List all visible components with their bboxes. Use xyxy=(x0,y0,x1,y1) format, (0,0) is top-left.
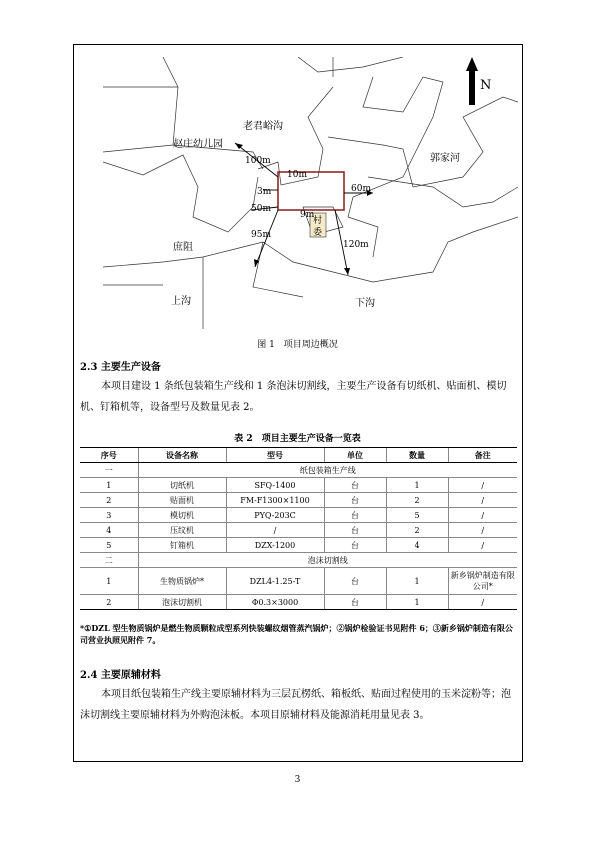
table-cell: 贴面机 xyxy=(138,493,226,508)
table-cell: DZX-1200 xyxy=(226,538,324,553)
table-cell: 2 xyxy=(386,523,448,538)
table-cell: 2 xyxy=(386,493,448,508)
table-cell: 台 xyxy=(324,478,386,493)
table-cell: 4 xyxy=(80,523,138,538)
dist-95m: 95m xyxy=(251,230,271,240)
table-cell: / xyxy=(448,595,517,610)
site-map-figure xyxy=(103,57,518,329)
table-section-row xyxy=(80,553,517,568)
th-note: 备注 xyxy=(448,448,517,463)
table-row xyxy=(80,538,517,553)
label-xiagou: 下沟 xyxy=(355,298,375,309)
th-no: 序号 xyxy=(80,448,138,463)
table-row xyxy=(80,595,517,610)
table-cell: / xyxy=(448,538,517,553)
table-cell: / xyxy=(448,478,517,493)
label-shanggou: 上沟 xyxy=(171,296,191,307)
table-row xyxy=(80,523,517,538)
table-row xyxy=(80,508,517,523)
dist-60m: 60m xyxy=(351,184,371,194)
table-section-row xyxy=(80,463,517,478)
table-row xyxy=(80,478,517,493)
table-cell: 台 xyxy=(324,568,386,595)
table-cell: 5 xyxy=(80,538,138,553)
table-cell: 一 xyxy=(80,463,138,478)
table-cell: 生物质锅炉* xyxy=(138,568,226,595)
table-cell: 4 xyxy=(386,538,448,553)
table-header-row xyxy=(80,448,517,463)
dist-50m: 50m xyxy=(251,204,271,214)
table-cell: / xyxy=(448,493,517,508)
page-number: 3 xyxy=(294,775,301,785)
table-cell: 3 xyxy=(80,508,138,523)
table2-title: 表 2 项目主要生产设备一览表 xyxy=(234,434,361,444)
table-cell: / xyxy=(448,508,517,523)
section-2-4-heading: 2.4 主要原辅材料 xyxy=(80,670,161,681)
label-laoshi: 老君峪沟 xyxy=(243,121,283,132)
figure-caption: 图 1 项目周边概况 xyxy=(257,340,338,350)
table-cell: 二 xyxy=(80,553,138,568)
table-cell: / xyxy=(226,523,324,538)
table-cell: / xyxy=(448,523,517,538)
dist-100m: 100m xyxy=(245,156,271,166)
th-qty: 数量 xyxy=(386,448,448,463)
label-wei: 委 xyxy=(313,228,323,238)
table-cell: 台 xyxy=(324,595,386,610)
dist-10m: 10m xyxy=(287,170,307,180)
table-cell: 2 xyxy=(80,595,138,610)
section-2-3-heading: 2.3 主要生产设备 xyxy=(80,362,161,373)
label-guojia: 郭家河 xyxy=(430,153,460,164)
table-cell: 台 xyxy=(324,493,386,508)
table-cell: 1 xyxy=(80,478,138,493)
table-cell: PYQ-203C xyxy=(226,508,324,523)
dist-9m: 9m xyxy=(300,210,315,220)
table-cell: 泡沫切割机 xyxy=(138,595,226,610)
table-cell: 台 xyxy=(324,523,386,538)
th-model: 型号 xyxy=(226,448,324,463)
section-2-3-paragraph: 本项目建设 1 条纸包装箱生产线和 1 条泡沫切割线，主要生产设备有切纸机、贴面机、模切机、钉箱机等，设备型号及数量见表 2。 xyxy=(80,381,507,413)
dist-120m: 120m xyxy=(343,240,369,250)
north-arrow-icon xyxy=(466,57,491,105)
map-outlines xyxy=(103,57,518,329)
table-cell: 2 xyxy=(80,493,138,508)
label-zhuangfang: 庶阻 xyxy=(173,242,193,253)
table-cell: 新乡锅炉制造有限公司* xyxy=(448,568,517,595)
table-cell: 5 xyxy=(386,508,448,523)
table-cell: 泡沫切割线 xyxy=(138,553,517,568)
table-cell: DZL4-1.25-T xyxy=(226,568,324,595)
label-cun: 村 xyxy=(313,216,323,226)
table-cell: 台 xyxy=(324,508,386,523)
table-row xyxy=(80,493,517,508)
table-cell: SFQ-1400 xyxy=(226,478,324,493)
table-cell: 模切机 xyxy=(138,508,226,523)
table-cell: 台 xyxy=(324,538,386,553)
table-cell: 钉箱机 xyxy=(138,538,226,553)
th-unit: 单位 xyxy=(324,448,386,463)
table-cell: Φ0.3×3000 xyxy=(226,595,324,610)
th-name: 设备名称 xyxy=(138,448,226,463)
table-cell: 压纹机 xyxy=(138,523,226,538)
label-kindergarten: 赵庄幼儿园 xyxy=(173,139,223,150)
table-row xyxy=(80,568,517,595)
table-cell: 纸包装箱生产线 xyxy=(138,463,517,478)
equipment-table xyxy=(80,447,517,610)
table-cell: FM-F1300×1100 xyxy=(226,493,324,508)
table-cell: 1 xyxy=(386,568,448,595)
table-cell: 1 xyxy=(386,478,448,493)
table-cell: 切纸机 xyxy=(138,478,226,493)
dist-3m: 3m xyxy=(257,187,272,197)
section-2-4-paragraph: 本项目纸包装箱生产线主要原辅材料为三层瓦楞纸、箱板纸、贴面过程使用的玉米淀粉等；泡沫切割线主要原辅材料为外购泡沫板。本项目原辅材料及能源消耗用量见表 3。 xyxy=(80,689,511,721)
table-footnote: *①DZL 型生物质锅炉是燃生物质颗粒成型系列快装螺纹烟管蒸汽锅炉；②锅炉检验证书见附件 6；③新乡锅炉制造有限公司营业执照见附件 7。 xyxy=(80,623,513,645)
table-cell: 1 xyxy=(386,595,448,610)
table-cell: 1 xyxy=(80,568,138,595)
svg-text:N: N xyxy=(480,78,492,93)
